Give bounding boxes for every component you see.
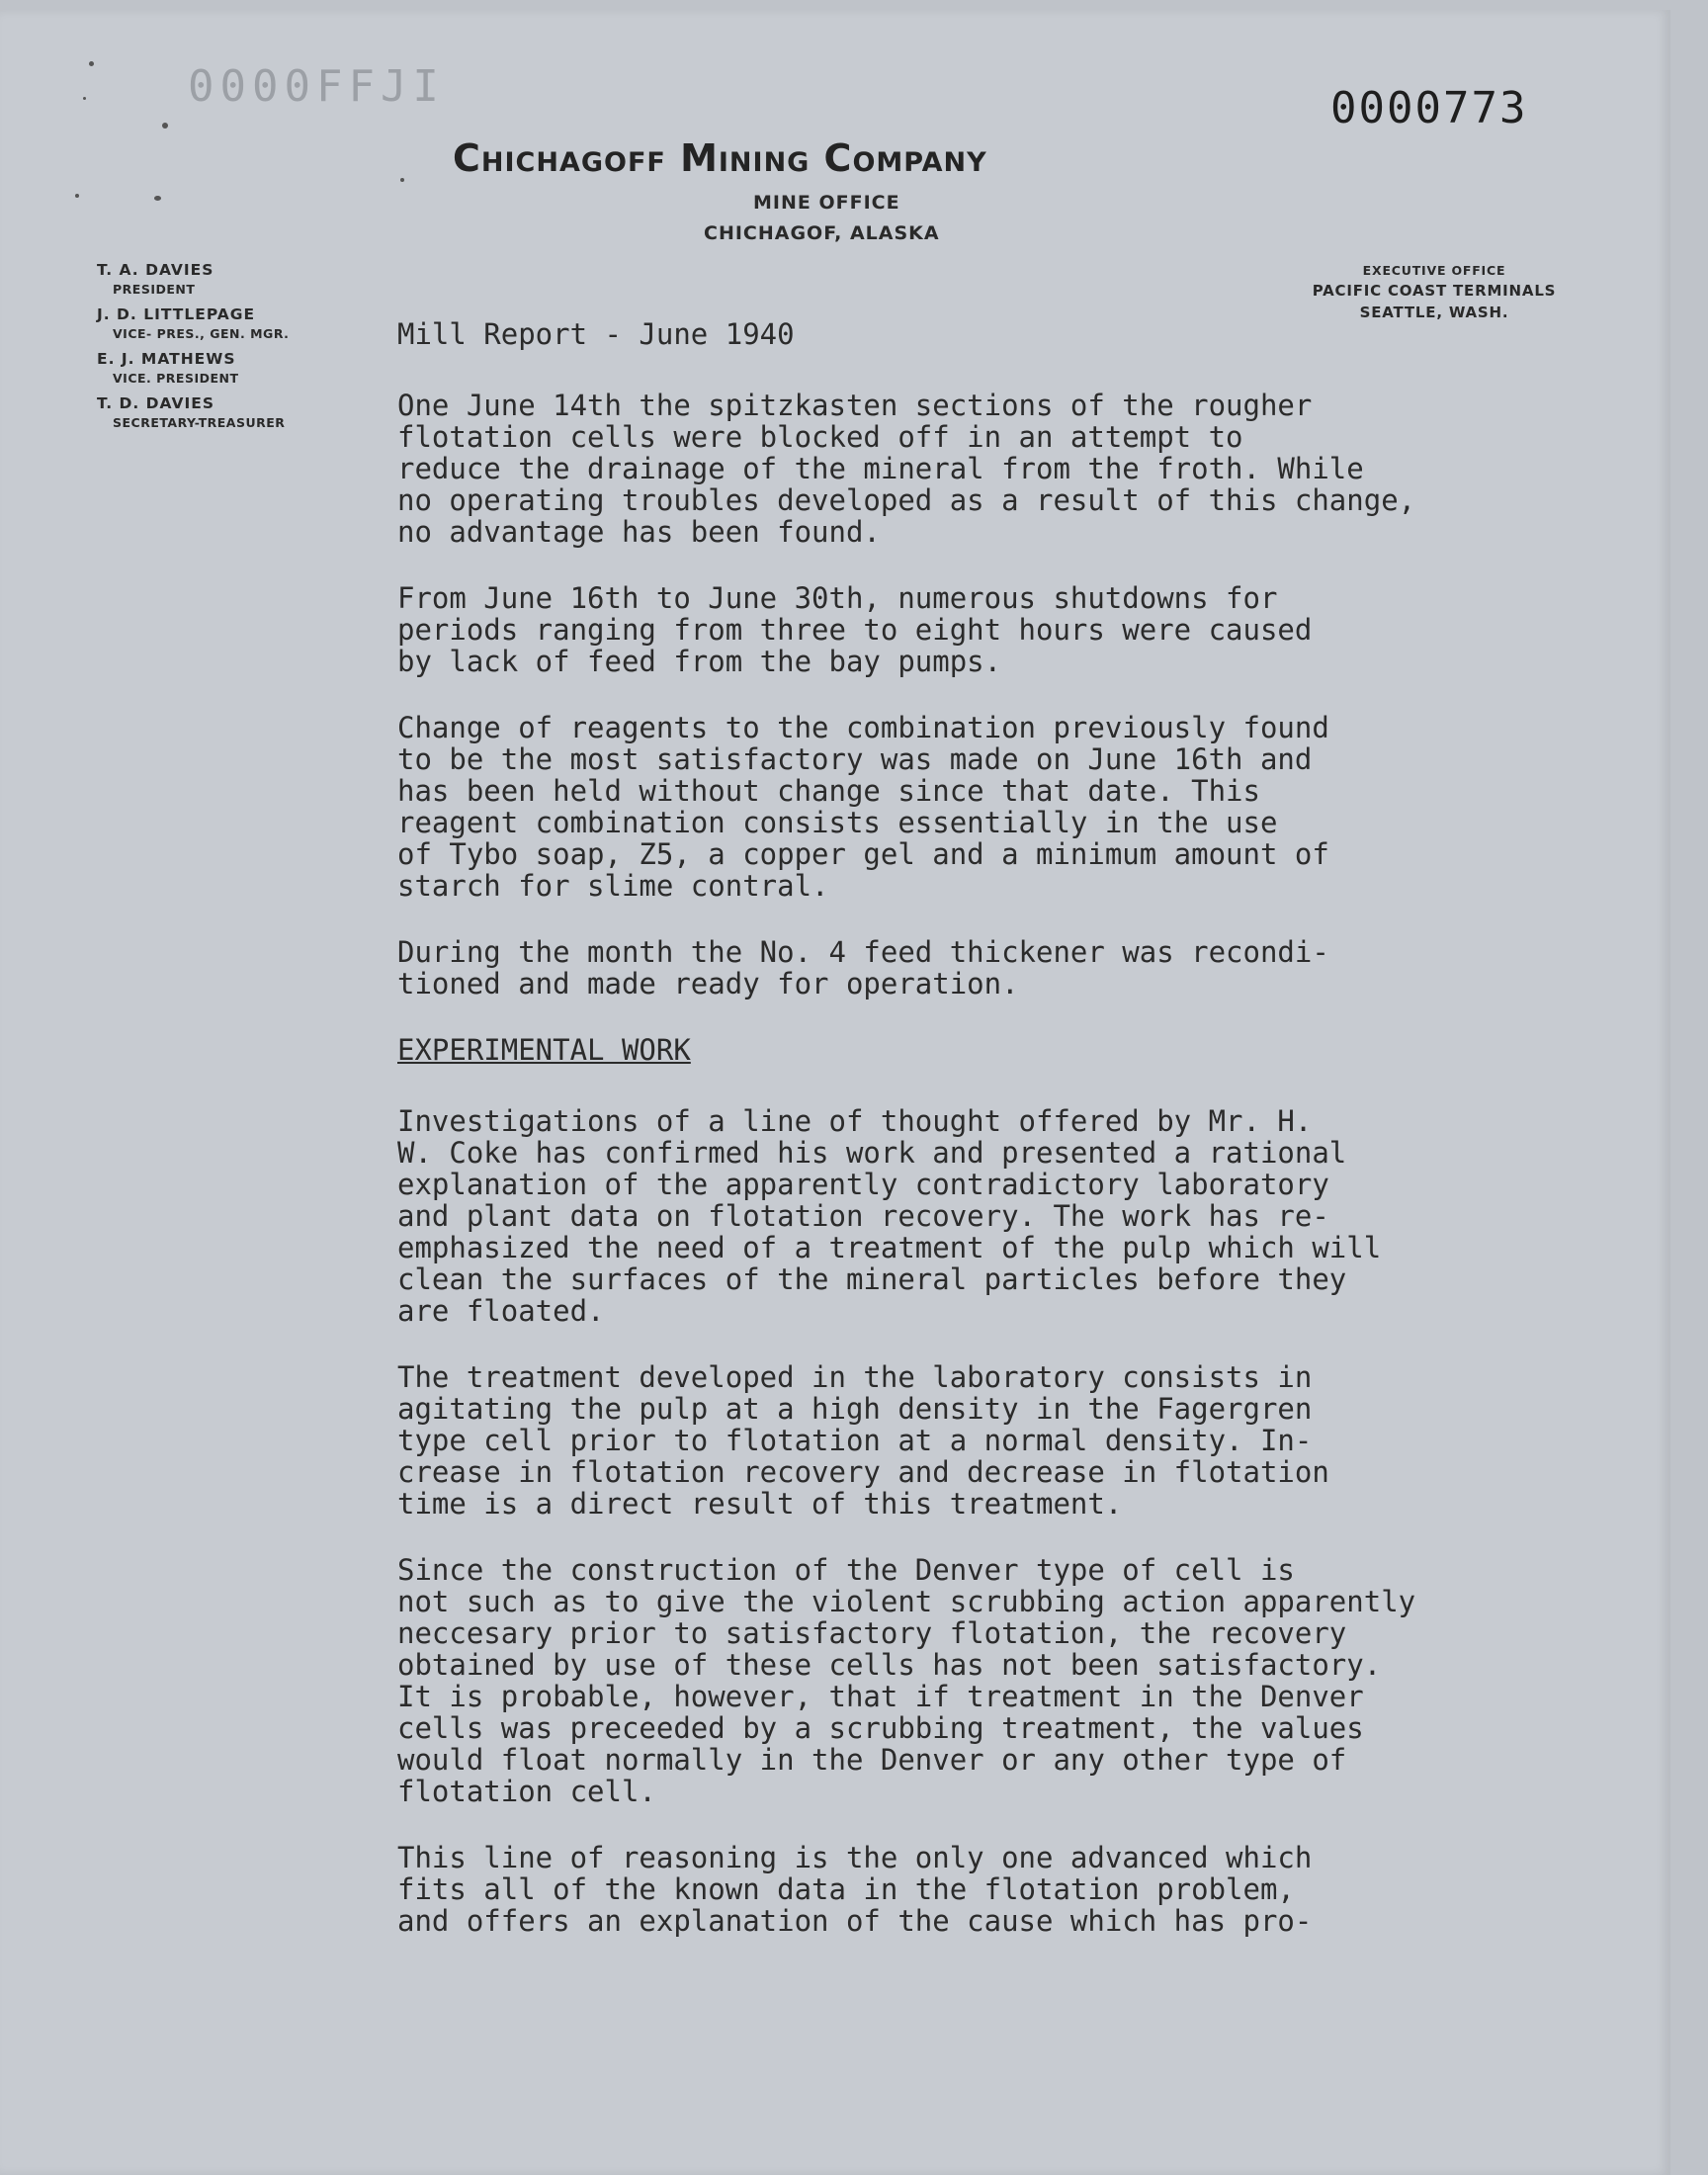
report-title: Mill Report - June 1940 — [397, 317, 795, 351]
officers-list — [97, 261, 334, 439]
company-name: Chichagoff Mining Company — [453, 136, 987, 180]
executive-office-line1: PACIFIC COAST TERMINALS — [1312, 282, 1557, 300]
document-page — [0, 10, 1670, 2175]
executive-office-line2: SEATTLE, WASH. — [1359, 304, 1509, 321]
report-paragraph: One June 14th the spitzkasten sections of the rougher flotation cells were blocked off in an attempt to reduce the drainage of the mineral from the froth. While no operating troubles developed as a result of this change, no advantage has been found. — [397, 389, 1416, 549]
officer-title: SECRETARY-TREASURER — [113, 415, 286, 430]
experimental-paragraph: This line of reasoning is the only one advanced which fits all of the known data in the flotation problem, and offers an explanation of the cause which has pro- — [397, 1841, 1313, 1938]
report-paragraph: Change of reagents to the combination previously found to be the most satisfactory was made on June 16th and has been held without change since that date. This reagent combination consists essentially in the use of Tybo soap, Z5, a copper gel and a minimum amount of starch for slime contral. — [397, 711, 1329, 903]
executive-office-title: EXECUTIVE OFFICE — [1362, 263, 1506, 278]
report-paragraph: During the month the No. 4 feed thickener was recondi- tioned and made ready for operation. — [397, 935, 1329, 1000]
section-heading: EXPERIMENTAL WORK — [397, 1033, 691, 1067]
officer-name: J. D. LITTLEPAGE — [97, 305, 256, 323]
experimental-paragraph: Since the construction of the Denver type of cell is not such as to give the violent scrubbing action apparently neccesary prior to satisfactory flotation, the recovery obtained by use of these cells has not been satisfactory. It is probable, however, that if treatment in the Denver cells was preceeded by a scrubbing treatment, the values would float normally in the Denver or any other type of flotation cell. — [397, 1553, 1416, 1808]
experimental-paragraph: Investigations of a line of thought offered by Mr. H. W. Coke has confirmed his work and presented a rational explanation of the apparently contradictory laboratory and plant data on flotation recovery. The work has re- emphasized the need of a treatment of the pulp which will clean the surfaces of the mineral particles before they are floated. — [397, 1104, 1382, 1328]
company-location: CHICHAGOF, ALASKA — [704, 222, 940, 244]
officer-name: E. J. MATHEWS — [97, 350, 236, 368]
executive-office-block — [1281, 263, 1587, 321]
officer-name: T. A. DAVIES — [97, 261, 214, 279]
officer-name: T. D. DAVIES — [97, 394, 214, 412]
page-stamp-number: 0000773 — [1330, 83, 1528, 133]
officer-entry — [97, 305, 334, 341]
officer-title: VICE. PRESIDENT — [113, 371, 239, 386]
officer-entry — [97, 350, 334, 386]
officer-entry — [97, 261, 334, 297]
officer-title: PRESIDENT — [113, 282, 196, 297]
report-body — [397, 318, 1583, 1971]
faint-stamp-number: 0000FFJI — [188, 61, 445, 112]
experimental-paragraph: The treatment developed in the laboratory consists in agitating the pulp at a high density in the Fagergren type cell prior to flotation at a normal density. In- crease in flotation recovery and decrease in flotation time is a direct result of this treatment. — [397, 1360, 1329, 1521]
report-paragraph: From June 16th to June 30th, numerous shutdowns for periods ranging from three to eight hours were caused by lack of feed from the bay pumps. — [397, 581, 1313, 678]
officer-title: VICE- PRES., GEN. MGR. — [113, 326, 290, 341]
officer-entry — [97, 394, 334, 430]
mine-office-label: MINE OFFICE — [753, 192, 900, 214]
